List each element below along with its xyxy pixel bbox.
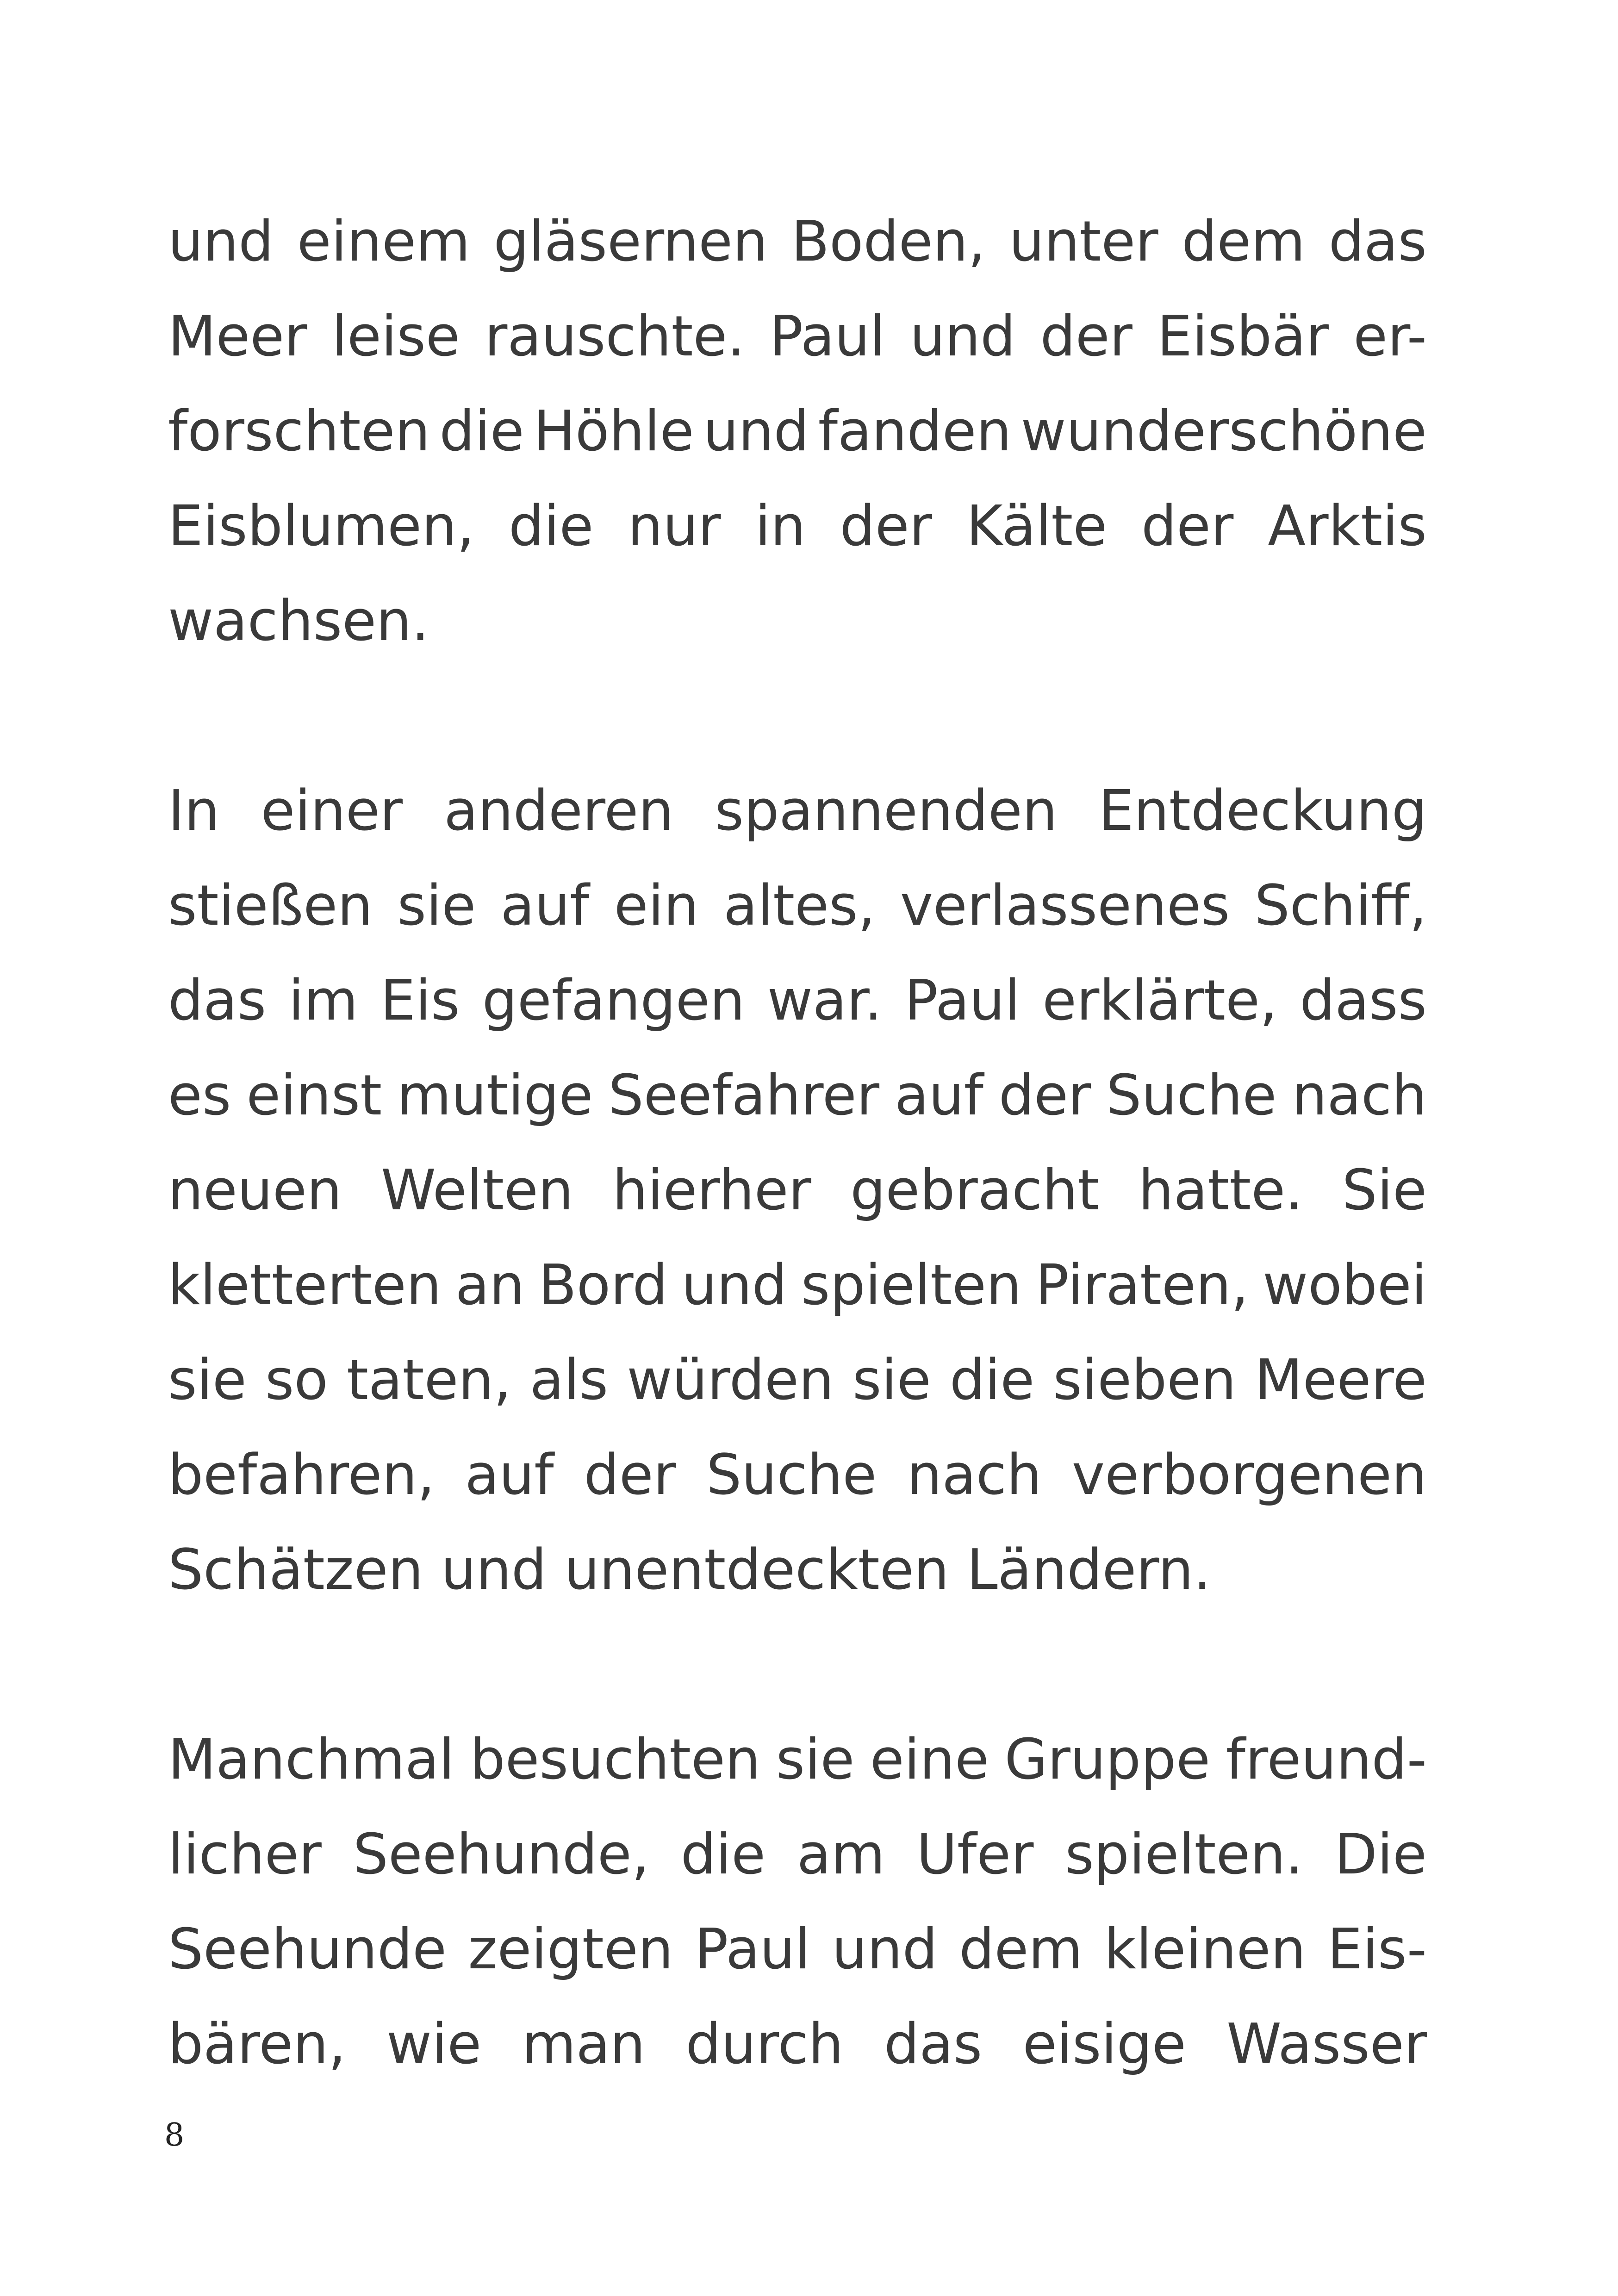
text-line: stießen sie auf ein altes, verlassenes Schiff, bbox=[168, 874, 1427, 938]
text-line: Meer leise rauschte. Paul und der Eisbär er- bbox=[168, 305, 1427, 369]
text-line: Seehunde zeigten Paul und dem kleinen Eis- bbox=[168, 1917, 1427, 1982]
text-line: und einem gläsernen Boden, unter dem das bbox=[168, 210, 1427, 274]
text-line: sie so taten, als würden sie die sieben Meere bbox=[168, 1348, 1427, 1412]
text-line: das im Eis gefangen war. Paul erklärte, dass bbox=[168, 969, 1427, 1033]
text-line: Manchmal besuchten sie eine Gruppe freund- bbox=[168, 1728, 1427, 1792]
paragraph-2 bbox=[168, 764, 1427, 1618]
text-line: kletterten an Bord und spielten Piraten, wobei bbox=[168, 1253, 1427, 1318]
paragraph-3 bbox=[168, 1712, 1427, 2092]
text-line: Eisblumen, die nur in der Kälte der Arktis bbox=[168, 494, 1427, 559]
text-line: wachsen. bbox=[168, 589, 429, 653]
page-number: 8 bbox=[164, 2117, 185, 2153]
text-line: neuen Welten hierher gebracht hatte. Sie bbox=[168, 1158, 1427, 1223]
text-line: licher Seehunde, die am Ufer spielten. Die bbox=[168, 1823, 1427, 1887]
text-line: befahren, auf der Suche nach verborgenen bbox=[168, 1443, 1427, 1507]
text-line: In einer anderen spannenden Entdeckung bbox=[168, 779, 1427, 843]
text-line: forschten die Höhle und fanden wunderschöne bbox=[168, 399, 1427, 464]
text-line: Schätzen und unentdeckten Ländern. bbox=[168, 1538, 1211, 1602]
body-text bbox=[168, 194, 1427, 2187]
paragraph-1 bbox=[168, 194, 1427, 669]
text-line: bären, wie man durch das eisige Wasser bbox=[168, 2012, 1427, 2077]
text-line: es einst mutige Seefahrer auf der Suche nach bbox=[168, 1064, 1427, 1128]
